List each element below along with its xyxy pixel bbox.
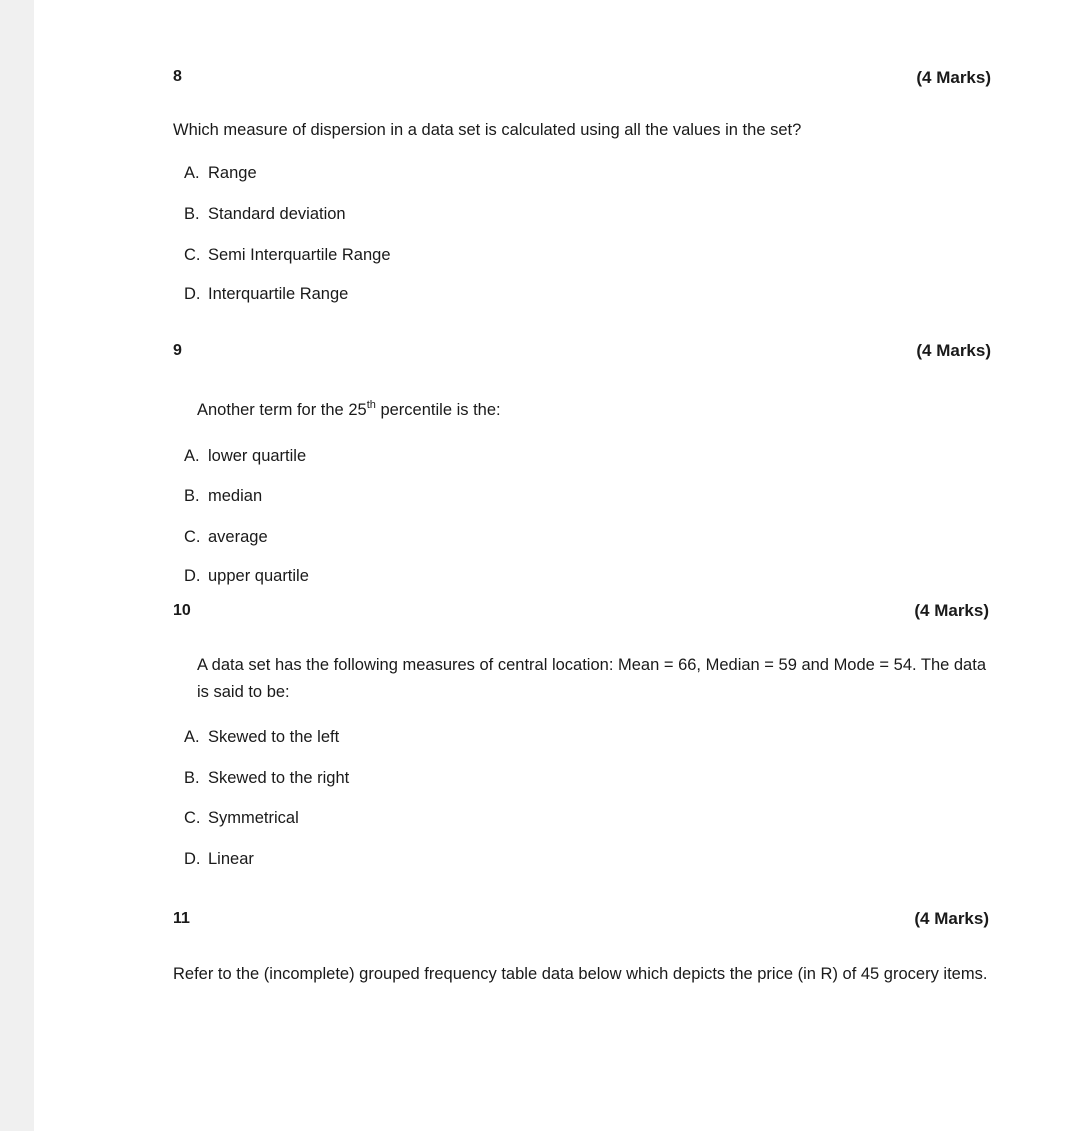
question-8-number: 8: [173, 68, 182, 85]
option-letter: B.: [184, 205, 200, 223]
option-letter: C.: [184, 528, 201, 546]
question-9-option-a: [184, 447, 306, 466]
question-10-stem: A data set has the following measures of central location: Mean = 66, Median = 59 and Mode = 54. The data is said to be:: [197, 656, 986, 701]
question-10-marks: (4 Marks): [914, 601, 989, 620]
question-8-option-a: [184, 164, 257, 183]
ordinal-superscript: th: [366, 399, 376, 411]
question-8-marks: (4 Marks): [916, 68, 991, 87]
option-letter: C.: [184, 809, 201, 827]
option-text: Skewed to the right: [208, 769, 350, 787]
question-10-option-a: [184, 728, 339, 747]
document-page: [34, 0, 1080, 1131]
option-text: lower quartile: [208, 447, 307, 465]
question-8-option-d: [184, 285, 348, 304]
question-9-option-b: [184, 487, 262, 506]
option-text: median: [208, 487, 263, 505]
option-text: Range: [208, 164, 257, 182]
option-letter: D.: [184, 285, 201, 303]
option-letter: A.: [184, 447, 200, 465]
option-letter: A.: [184, 164, 200, 182]
question-10-option-d: [184, 850, 254, 869]
question-11-number: 11: [173, 910, 190, 927]
option-text: Standard deviation: [208, 205, 346, 223]
option-text: average: [208, 528, 268, 546]
question-10-option-b: [184, 769, 349, 788]
question-10-number: 10: [173, 602, 191, 619]
question-8-option-c: [184, 246, 391, 265]
option-letter: A.: [184, 728, 200, 746]
question-8-stem: Which measure of dispersion in a data set is calculated using all the values in the set?: [173, 121, 802, 139]
option-letter: B.: [184, 487, 200, 505]
question-11-marks: (4 Marks): [914, 909, 989, 928]
option-text: upper quartile: [208, 567, 309, 585]
question-9-option-d: [184, 567, 309, 586]
question-8-option-b: [184, 205, 346, 224]
option-letter: D.: [184, 567, 201, 585]
question-11-stem: Refer to the (incomplete) grouped frequency table data below which depicts the price (in R) of 45 grocery items.: [173, 965, 988, 983]
option-text: Skewed to the left: [208, 728, 340, 746]
stem-text-before: Another term for the 25: [197, 401, 367, 419]
question-10-option-c: [184, 809, 299, 828]
option-text: Symmetrical: [208, 809, 299, 827]
option-text: Semi Interquartile Range: [208, 246, 391, 264]
option-letter: D.: [184, 850, 201, 868]
question-9-option-c: [184, 528, 268, 547]
question-9-marks: (4 Marks): [916, 341, 991, 360]
option-letter: C.: [184, 246, 201, 264]
question-9-stem: [197, 401, 501, 420]
option-text: Linear: [208, 850, 254, 868]
option-letter: B.: [184, 769, 200, 787]
option-text: Interquartile Range: [208, 285, 349, 303]
question-9-number: 9: [173, 342, 182, 359]
stem-text-after: percentile is the:: [375, 401, 501, 419]
